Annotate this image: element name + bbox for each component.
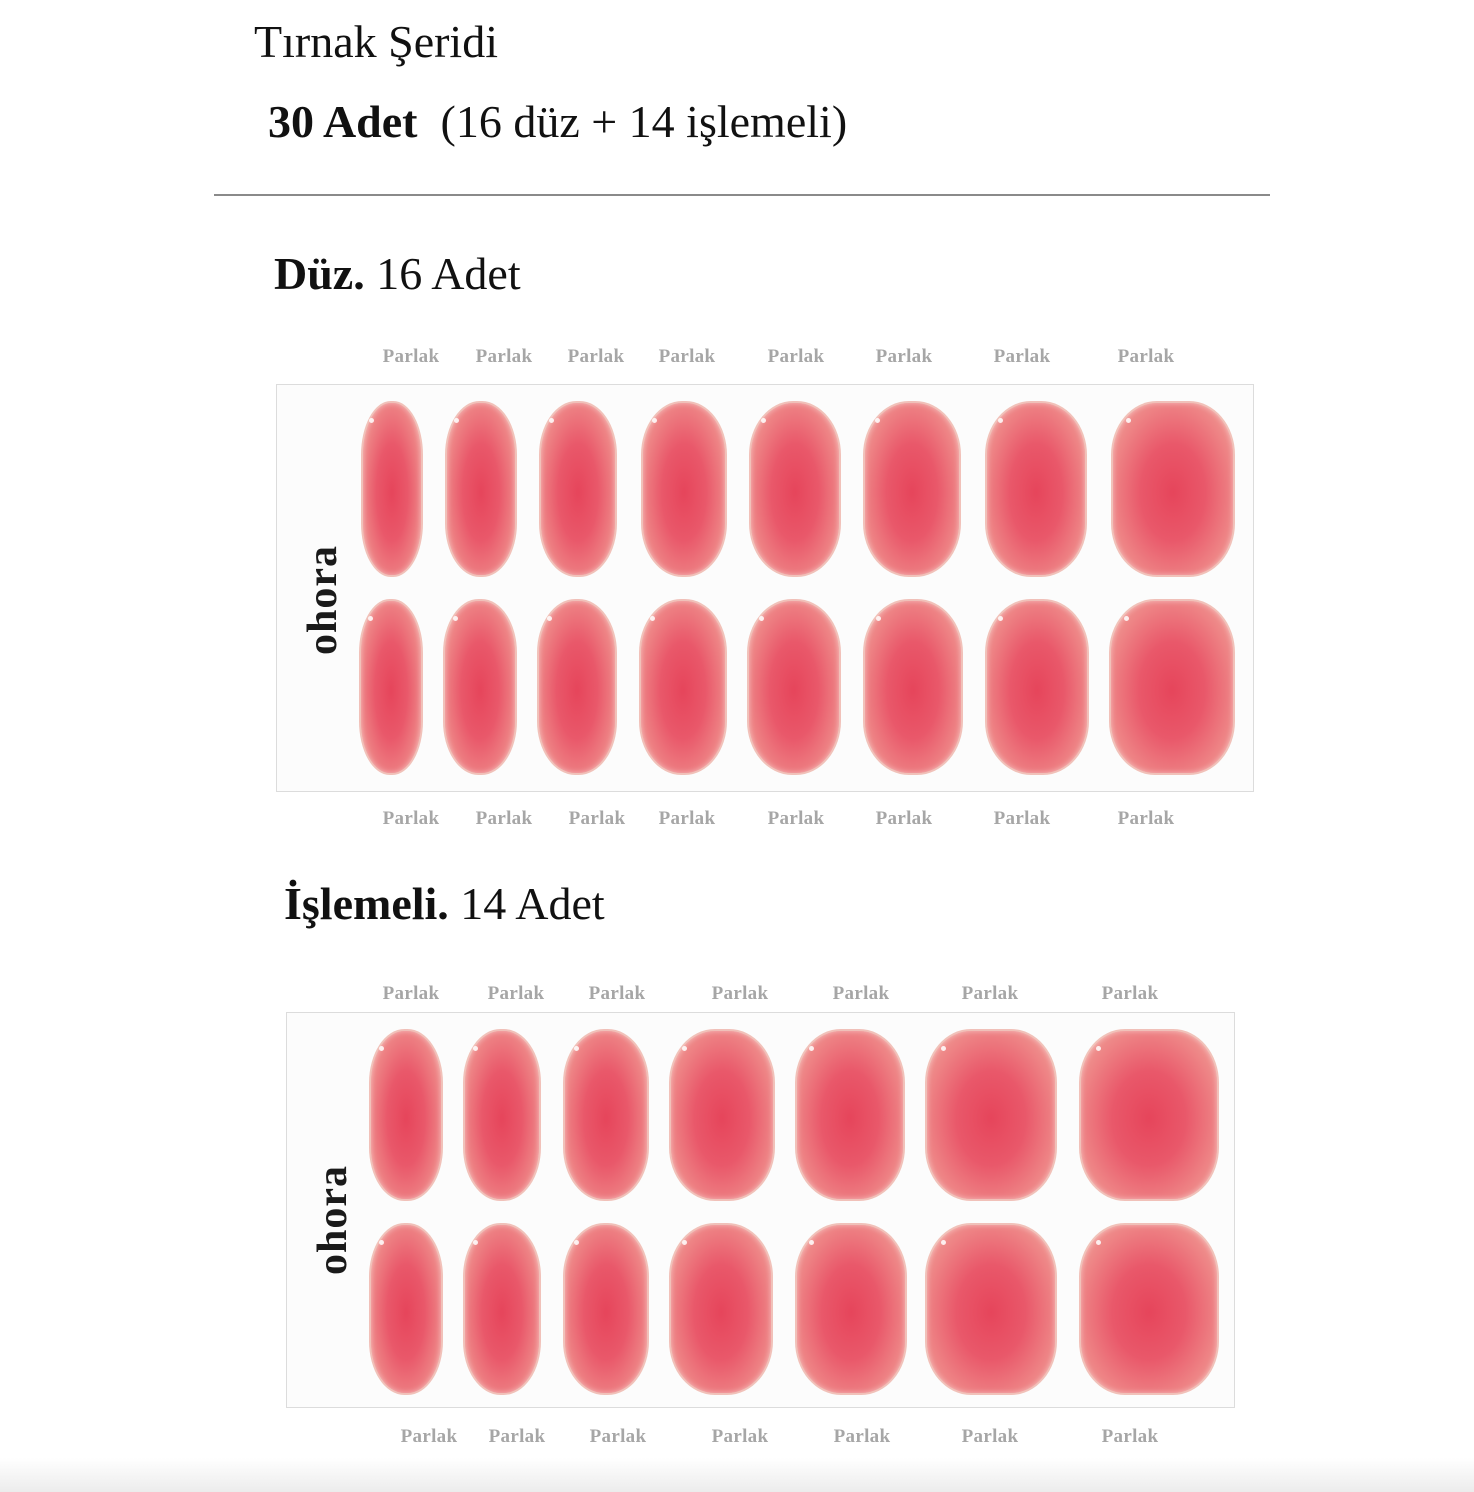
page-title: Tırnak Şeridi [254, 16, 498, 67]
finish-label: Parlak [400, 1426, 458, 1447]
nail-sticker [925, 1223, 1057, 1395]
nail-sticker [443, 599, 517, 775]
finish-label: Parlak [588, 983, 646, 1004]
design-heading-label: İşlemeli. [284, 878, 449, 929]
nail-sticker [361, 401, 423, 577]
finish-label: Parlak [832, 983, 890, 1004]
nail-sticker [1079, 1029, 1219, 1201]
nail-sticker [795, 1223, 907, 1395]
nail-sticker [925, 1029, 1057, 1201]
nail-sticker [1111, 401, 1235, 577]
finish-label: Parlak [487, 983, 545, 1004]
piece-count-total: 30 Adet [268, 96, 418, 147]
finish-label: Parlak [1101, 983, 1159, 1004]
finish-label: Parlak [767, 346, 825, 367]
finish-label: Parlak [382, 983, 440, 1004]
nail-sticker [985, 401, 1087, 577]
finish-label: Parlak [993, 808, 1051, 829]
design-section-heading [284, 876, 605, 932]
finish-label: Parlak [833, 1426, 891, 1447]
nail-sticker [639, 599, 727, 775]
nail-sticker [669, 1029, 775, 1201]
nail-sticker [537, 599, 617, 775]
finish-label: Parlak [875, 346, 933, 367]
nail-sticker [863, 401, 961, 577]
design-heading-count: 14 Adet [460, 878, 605, 929]
design-nail-strip-card [286, 1012, 1235, 1408]
finish-label: Parlak [382, 808, 440, 829]
finish-label: Parlak [711, 1426, 769, 1447]
plain-section-heading [274, 246, 521, 302]
header-divider [214, 194, 1270, 196]
nail-sticker [463, 1223, 541, 1395]
nail-sticker [563, 1223, 649, 1395]
finish-label: Parlak [1117, 346, 1175, 367]
finish-label: Parlak [961, 983, 1019, 1004]
nail-sticker [1109, 599, 1235, 775]
finish-label: Parlak [488, 1426, 546, 1447]
nail-sticker [747, 599, 841, 775]
nail-sticker [359, 599, 423, 775]
brand-logo: ohora [300, 545, 346, 655]
nail-sticker [369, 1029, 443, 1201]
nail-sticker [563, 1029, 649, 1201]
piece-count-breakdown: (16 düz + 14 işlemeli) [440, 96, 848, 147]
finish-label: Parlak [382, 346, 440, 367]
plain-heading-label: Düz. [274, 248, 365, 299]
nail-sticker [863, 599, 963, 775]
finish-label: Parlak [767, 808, 825, 829]
finish-label: Parlak [993, 346, 1051, 367]
finish-label: Parlak [875, 808, 933, 829]
nail-sticker [1079, 1223, 1219, 1395]
finish-label: Parlak [568, 808, 626, 829]
plain-nail-strip-card [276, 384, 1254, 792]
finish-label: Parlak [658, 346, 716, 367]
finish-label: Parlak [711, 983, 769, 1004]
nail-sticker [369, 1223, 443, 1395]
bottom-edge-shade [0, 1458, 1474, 1492]
nail-sticker [669, 1223, 773, 1395]
nail-sticker [539, 401, 617, 577]
nail-sticker [641, 401, 727, 577]
nail-sticker [463, 1029, 541, 1201]
brand-logo: ohora [310, 1165, 356, 1275]
finish-label: Parlak [589, 1426, 647, 1447]
nail-sticker [795, 1029, 905, 1201]
piece-count [268, 94, 847, 150]
nail-sticker [445, 401, 517, 577]
finish-label: Parlak [961, 1426, 1019, 1447]
finish-label: Parlak [1101, 1426, 1159, 1447]
finish-label: Parlak [567, 346, 625, 367]
nail-sticker [749, 401, 841, 577]
finish-label: Parlak [658, 808, 716, 829]
finish-label: Parlak [475, 808, 533, 829]
nail-sticker [985, 599, 1089, 775]
finish-label: Parlak [475, 346, 533, 367]
plain-heading-count: 16 Adet [376, 248, 521, 299]
finish-label: Parlak [1117, 808, 1175, 829]
